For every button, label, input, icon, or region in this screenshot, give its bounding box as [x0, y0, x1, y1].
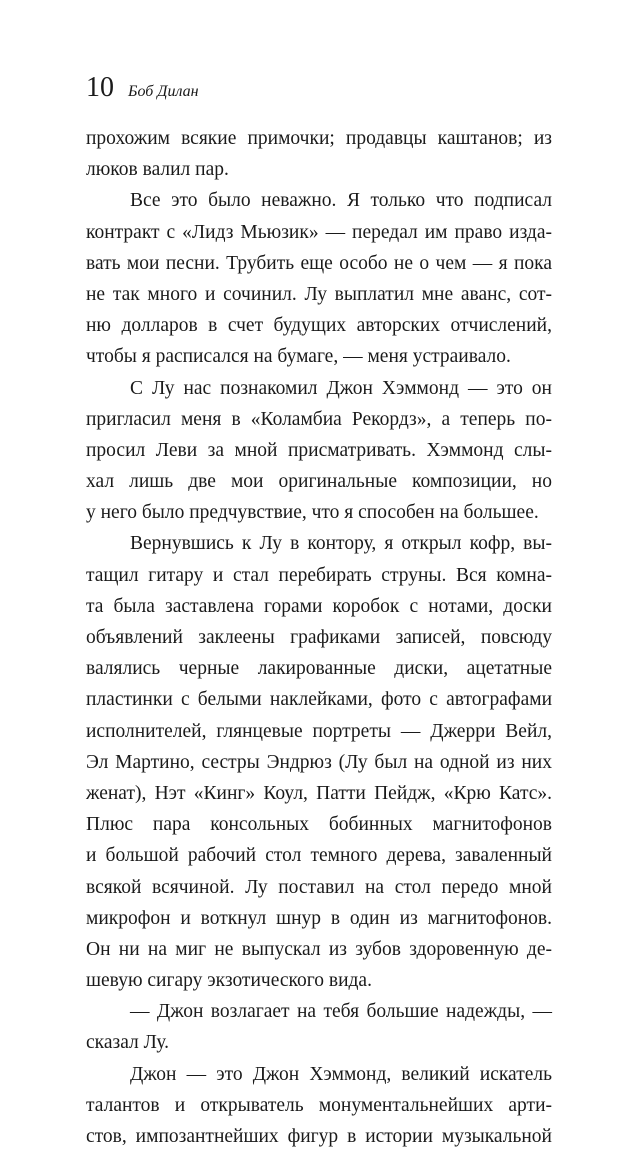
text-line: вать мои песни. Трубить еще особо не о чем — я пока — [86, 252, 552, 274]
text-line: пригласил меня в «Коламбиа Рекордз», а теперь по- — [86, 408, 552, 430]
text-line: Вернувшись к Лу в контору, я открыл кофр, вы- — [130, 533, 552, 555]
text-line: объявлений заклеены графиками записей, повсюду — [86, 627, 552, 648]
page-number: 10 — [86, 72, 114, 103]
text-line: та была заставлена горами коробок с нотами, доски — [86, 595, 552, 617]
text-line: Он ни на миг не выпускал из зубов здоровенную де- — [86, 938, 552, 960]
text-line: прохожим всякие примочки; продавцы каштанов; из — [86, 128, 552, 149]
running-title: Боб Дилан — [128, 83, 199, 100]
text-line: шевую сигару экзотического вида. — [86, 970, 372, 992]
text-line: чтобы я расписался на бумаге, — меня устраивало. — [86, 346, 511, 368]
text-line: Эл Мартино, сестры Эндрюз (Лу был на одной из них — [86, 751, 552, 773]
text-line: талантов и открыватель монументальнейших арти- — [86, 1094, 552, 1116]
text-line: у него было предчувствие, что я способен на большее. — [86, 502, 539, 524]
text-line: ню долларов в счет будущих авторских отчислений, — [86, 315, 552, 337]
text-line: хал лишь две мои оригинальные композиции, но — [86, 471, 552, 493]
text-line: Все это было неважно. Я только что подписал — [130, 190, 552, 212]
page-header — [86, 70, 199, 106]
text-line: микрофон и воткнул шнур в один из магнитофонов. — [86, 907, 552, 929]
text-line: женат), Нэт «Кинг» Коул, Патти Пейдж, «Крю Катс». — [86, 782, 552, 804]
text-line: исполнителей, глянцевые портреты — Джерри Вейл, — [86, 720, 552, 742]
text-line: контракт с «Лидз Мьюзик» — передал им право изда- — [86, 221, 552, 243]
text-line: Плюс пара консольных бобинных магнитофонов — [86, 814, 552, 836]
text-line: пластинки с белыми наклейками, фото с автографами — [86, 689, 552, 711]
text-line: люков валил пар. — [86, 159, 229, 181]
text-line: всякой всячиной. Лу поставил на стол передо мной — [86, 876, 552, 898]
text-line: тащил гитару и стал перебирать струны. Вся комна- — [86, 564, 552, 586]
text-line: и большой рабочий стол темного дерева, заваленный — [86, 845, 552, 867]
text-line: не так много и сочинил. Лу выплатил мне аванс, сот- — [86, 283, 552, 305]
text-line: — Джон возлагает на тебя большие надежды, — — [130, 1001, 552, 1023]
text-line: Джон — это Джон Хэммонд, великий искатель — [130, 1063, 552, 1085]
text-line: стов, импозантнейших фигур в истории музыкальной — [86, 1126, 552, 1147]
body-text — [86, 123, 552, 1152]
text-line: валялись черные лакированные диски, ацетатные — [86, 658, 552, 680]
text-line: просил Леви за мной присматривать. Хэммонд слы- — [86, 439, 552, 461]
text-line: С Лу нас познакомил Джон Хэммонд — это он — [130, 377, 552, 399]
text-line: сказал Лу. — [86, 1032, 170, 1054]
